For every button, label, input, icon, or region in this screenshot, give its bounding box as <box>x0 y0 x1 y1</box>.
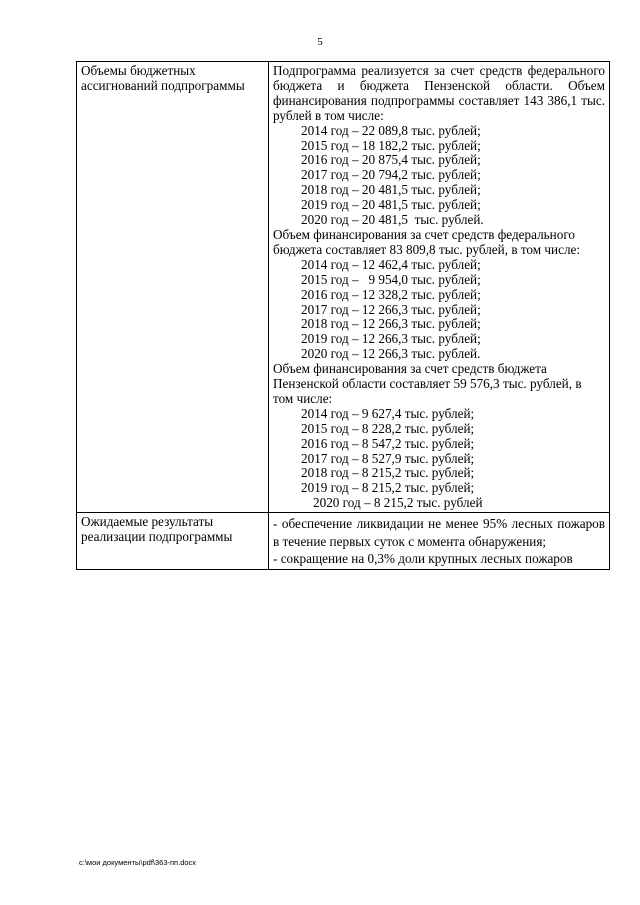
row-value-budget <box>269 62 610 513</box>
row-label-budget: Объемы бюджетных ассигнований подпрограммы <box>77 62 269 513</box>
subprogram-passport-table <box>76 61 610 570</box>
total-year-line: 2019 год – 20 481,5 тыс. рублей; <box>301 197 481 213</box>
federal-years-list <box>273 258 605 362</box>
federal-year-line: 2015 год – 9 954,0 тыс. рублей; <box>301 271 481 287</box>
regional-year-line: 2017 год – 8 527,9 тыс. рублей; <box>301 450 475 466</box>
footer-file-path: c:\мои документы\pdf\363-пп.docx <box>79 858 197 867</box>
regional-year-line: 2018 год – 8 215,2 тыс. рублей; <box>301 465 475 481</box>
total-year-line: 2018 год – 20 481,5 тыс. рублей; <box>301 182 481 198</box>
regional-year-line: 2020 год – 8 215,2 тыс. рублей <box>313 495 483 511</box>
federal-year-line: 2016 год – 12 328,2 тыс. рублей; <box>301 286 481 302</box>
total-year-line: 2016 год – 20 875,4 тыс. рублей; <box>301 152 481 168</box>
federal-year-line: 2019 год – 12 266,3 тыс. рублей; <box>301 331 481 347</box>
federal-year-line: 2017 год – 12 266,3 тыс. рублей; <box>301 301 481 317</box>
regional-intro: Объем финансирования за счет средств бюджета Пензенской области составляет 59 576,3 тыс. рублей, в том числе: <box>273 361 582 406</box>
total-year-line: 2020 год – 20 481,5 тыс. рублей. <box>301 212 484 228</box>
budget-intro: Подпрограмма реализуется за счет средств федерального бюджета и бюджета Пензенской области. Объем финансирования подпрограммы составляет 143 386,1 тыс. рублей в том числе: <box>273 63 605 123</box>
table-row-budget <box>77 62 610 513</box>
total-years-list <box>273 124 605 228</box>
total-year-line: 2014 год – 22 089,8 тыс. рублей; <box>301 122 481 138</box>
federal-year-line: 2018 год – 12 266,3 тыс. рублей; <box>301 316 481 332</box>
table-row-results <box>77 513 610 570</box>
regional-year-line: 2014 год – 9 627,4 тыс. рублей; <box>301 405 475 421</box>
regional-year-line: 2019 год – 8 215,2 тыс. рублей; <box>301 480 475 496</box>
regional-year-line: 2016 год – 8 547,2 тыс. рублей; <box>301 435 475 451</box>
federal-intro: Объем финансирования за счет средств федерального бюджета составляет 83 809,8 тыс. рублей, в том числе: <box>273 226 581 257</box>
federal-year-line: 2014 год – 12 462,4 тыс. рублей; <box>301 256 481 272</box>
regional-years-list <box>273 407 605 511</box>
page-number: 5 <box>317 36 323 48</box>
result-item: - обеспечение ликвидации не менее 95% лесных пожаров в течение первых суток с момента обнаружения; <box>273 516 605 549</box>
total-year-line: 2015 год – 18 182,2 тыс. рублей; <box>301 137 481 153</box>
regional-year-line: 2015 год – 8 228,2 тыс. рублей; <box>301 420 475 436</box>
row-label-results: Ожидаемые результаты реализации подпрограммы <box>77 513 269 570</box>
row-value-results <box>269 513 610 570</box>
total-year-line: 2017 год – 20 794,2 тыс. рублей; <box>301 167 481 183</box>
federal-year-line: 2020 год – 12 266,3 тыс. рублей. <box>301 346 481 362</box>
result-item: - сокращение на 0,3% доли крупных лесных пожаров <box>273 551 573 567</box>
